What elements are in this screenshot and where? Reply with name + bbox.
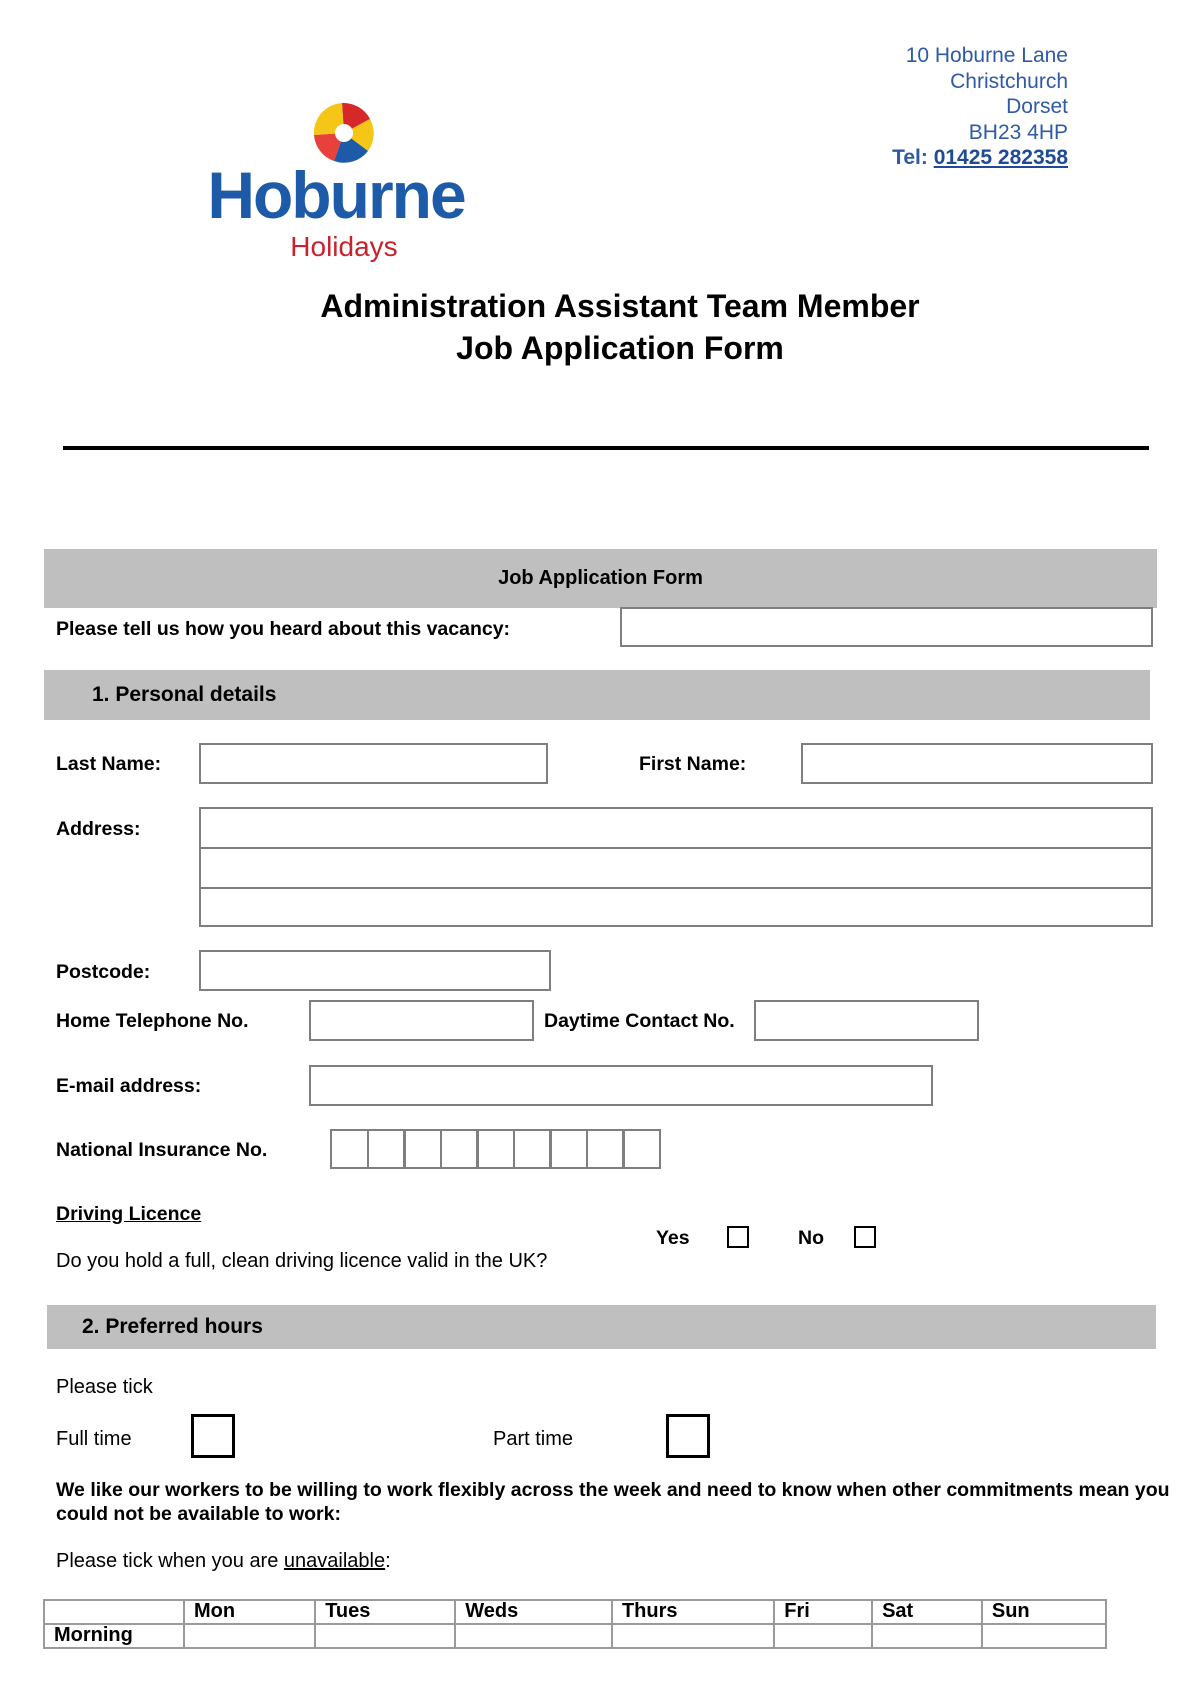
unavailable-suffix: : [385, 1550, 391, 1572]
page-title: Administration Assistant Team Member [320, 288, 920, 324]
address-line-3: Dorset [1006, 95, 1068, 118]
availability-cell[interactable] [982, 1624, 1106, 1648]
part-time-label: Part time [493, 1428, 574, 1450]
table-day-header: Tues [315, 1600, 455, 1624]
driving-licence-question: Do you hold a full, clean driving licence valid in the UK? [56, 1250, 548, 1272]
hoburne-logo [190, 90, 490, 290]
national-insurance-label: National Insurance No. [56, 1139, 268, 1161]
home-telephone-label: Home Telephone No. [56, 1010, 249, 1032]
unavailable-instruction [56, 1550, 391, 1573]
table-day-header: Sat [872, 1600, 982, 1624]
telephone-link[interactable]: 01425 282358 [933, 146, 1068, 169]
daytime-contact-input[interactable] [754, 1000, 979, 1041]
ni-digit-box[interactable] [476, 1129, 515, 1169]
table-day-header: Thurs [612, 1600, 774, 1624]
title-divider [63, 446, 1149, 450]
driving-licence-no-checkbox[interactable] [854, 1226, 876, 1248]
last-name-input[interactable] [199, 743, 548, 784]
form-header-bar [44, 549, 1157, 608]
ni-digit-box[interactable] [403, 1129, 442, 1169]
please-tick-text: Please tick [56, 1376, 153, 1398]
address-line-1: 10 Hoburne Lane [905, 44, 1068, 67]
first-name-input[interactable] [801, 743, 1153, 784]
driving-licence-heading: Driving Licence [56, 1203, 202, 1225]
company-address [892, 43, 1068, 171]
full-time-label: Full time [56, 1428, 132, 1450]
page-subtitle: Job Application Form [456, 330, 784, 366]
table-day-header: Mon [184, 1600, 315, 1624]
email-input[interactable] [309, 1065, 933, 1106]
section-personal-details-title: 1. Personal details [92, 683, 277, 706]
daytime-contact-label: Daytime Contact No. [544, 1010, 735, 1032]
table-day-header: Weds [455, 1600, 612, 1624]
flexible-work-note: We like our workers to be willing to work flexibly across the week and need to know when other commitments mean you could not be available to work: [56, 1479, 1170, 1525]
availability-cell[interactable] [455, 1624, 612, 1648]
unavailable-prefix: Please tick when you are [56, 1550, 284, 1572]
table-row [44, 1624, 1106, 1648]
first-name-label: First Name: [639, 753, 747, 775]
availability-cell[interactable] [612, 1624, 774, 1648]
unavailable-word: unavailable [283, 1550, 386, 1572]
availability-cell[interactable] [774, 1624, 872, 1648]
ni-digit-box[interactable] [330, 1129, 369, 1169]
part-time-checkbox[interactable] [666, 1414, 710, 1458]
section-personal-details-bar [44, 670, 1150, 720]
address-line-2: Christchurch [950, 69, 1068, 93]
telephone-label: Tel: [892, 146, 928, 169]
ni-digit-box[interactable] [549, 1129, 588, 1169]
svg-text:Hoburne: Hoburne [207, 158, 465, 232]
beach-ball-icon [190, 90, 490, 290]
availability-cell[interactable] [315, 1624, 455, 1648]
address-line-4: BH23 4HP [968, 120, 1068, 144]
ni-digit-box[interactable] [367, 1129, 406, 1169]
section-preferred-hours-title: 2. Preferred hours [82, 1315, 263, 1338]
ni-digit-box[interactable] [622, 1129, 661, 1169]
availability-cell[interactable] [872, 1624, 982, 1648]
table-day-header: Fri [774, 1600, 872, 1624]
yes-label: Yes [656, 1227, 690, 1249]
address-label: Address: [56, 818, 141, 840]
full-time-checkbox[interactable] [191, 1414, 235, 1458]
table-corner-cell [44, 1600, 184, 1624]
telephone [892, 145, 1068, 171]
driving-licence-yes-checkbox[interactable] [727, 1226, 749, 1248]
address-line-1-input[interactable] [199, 807, 1153, 849]
table-day-header: Sun [982, 1600, 1106, 1624]
email-label: E-mail address: [56, 1075, 202, 1097]
postcode-label: Postcode: [56, 961, 151, 983]
heard-about-label: Please tell us how you heard about this vacancy: [56, 618, 511, 640]
table-row-label: Morning [44, 1624, 184, 1648]
ni-digit-box[interactable] [513, 1129, 552, 1169]
form-header-title: Job Application Form [498, 567, 703, 589]
home-telephone-input[interactable] [309, 1000, 534, 1041]
svg-text:Holidays: Holidays [290, 231, 398, 262]
availability-table [43, 1599, 1107, 1649]
address-line-2-input[interactable] [199, 847, 1153, 889]
national-insurance-input[interactable] [330, 1129, 659, 1169]
last-name-label: Last Name: [56, 753, 162, 775]
no-label: No [798, 1227, 824, 1249]
section-preferred-hours-bar [47, 1305, 1156, 1349]
table-header-row [44, 1600, 1106, 1624]
heard-about-input[interactable] [620, 607, 1153, 647]
ni-digit-box[interactable] [440, 1129, 479, 1169]
ni-digit-box[interactable] [586, 1129, 625, 1169]
availability-cell[interactable] [184, 1624, 315, 1648]
address-line-3-input[interactable] [199, 887, 1153, 927]
postcode-input[interactable] [199, 950, 551, 991]
